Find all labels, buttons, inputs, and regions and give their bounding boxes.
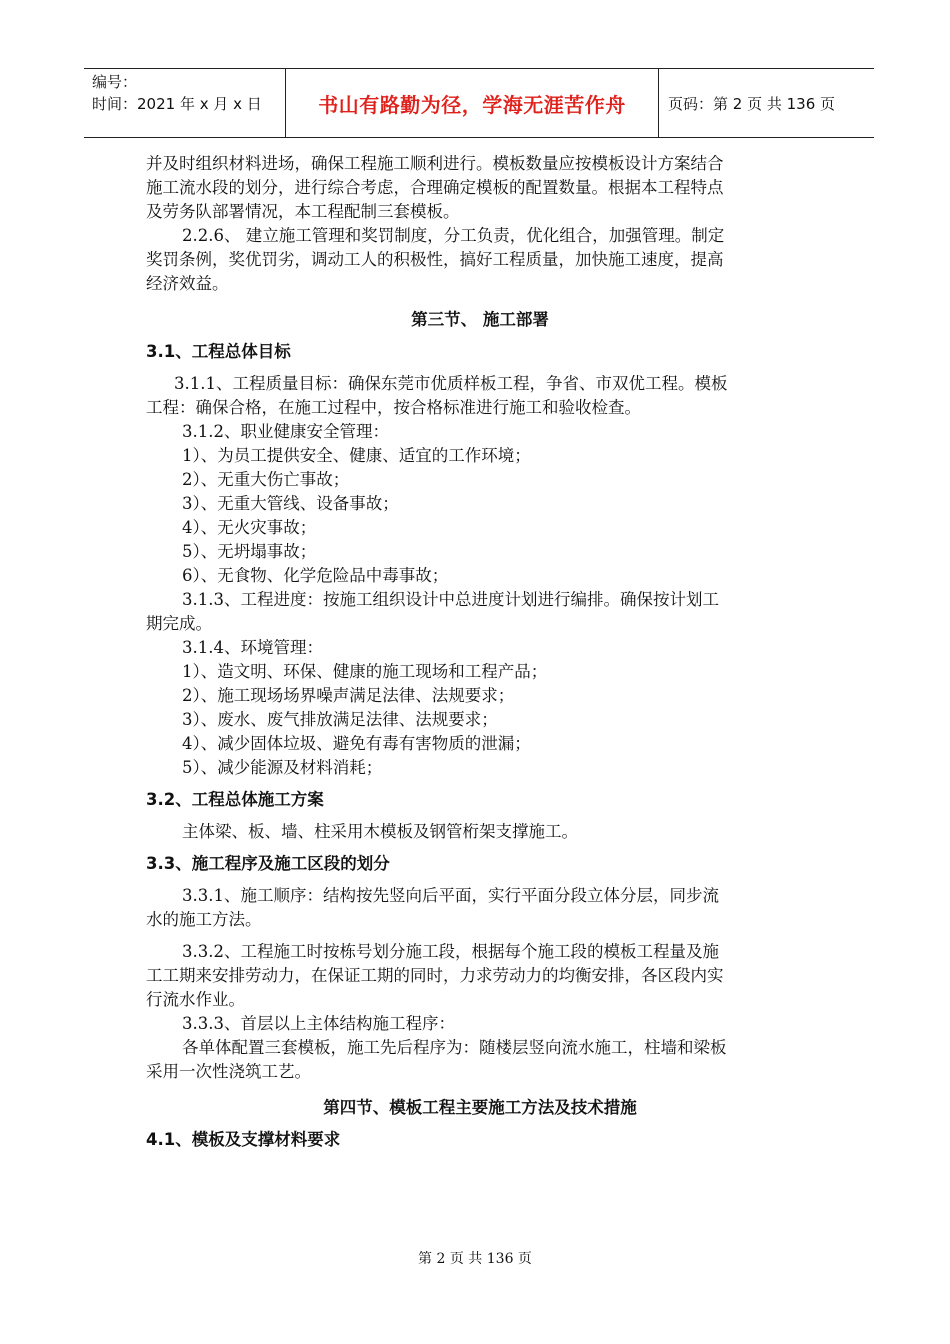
paragraph: 奖罚条例，奖优罚劣，调动工人的积极性，搞好工程质量，加快施工速度，提高 <box>146 250 724 269</box>
header-page-info: 页码：第 2 页 共 136 页 <box>668 94 836 113</box>
paragraph: 行流水作业。 <box>146 990 245 1009</box>
list-item: 4）、减少固体垃圾、避免有毒有害物质的泄漏； <box>182 734 531 753</box>
paragraph: 及劳务队部署情况，本工程配制三套模板。 <box>146 202 460 221</box>
page-footer: 第 2 页 共 136 页 <box>418 1251 532 1267</box>
paragraph: 工工期来安排劳动力，在保证工期的同时，力求劳动力的均衡安排，各区段内实 <box>146 966 724 985</box>
paragraph: 3.1.4、环境管理： <box>182 638 323 657</box>
paragraph: 施工流水段的划分，进行综合考虑，合理确定模板的配置数量。根据本工程特点 <box>146 178 724 197</box>
paragraph: 并及时组织材料进场，确保工程施工顺利进行。模板数量应按模板设计方案结合 <box>146 154 724 173</box>
paragraph: 工程：确保合格，在施工过程中，按合格标准进行施工和验收检查。 <box>146 398 641 417</box>
document-body <box>146 152 814 1152</box>
header-motto-cell <box>285 69 659 137</box>
header-meta <box>92 71 282 115</box>
list-item: 4）、无火灾事故； <box>182 518 317 537</box>
paragraph: 3.3.1、施工顺序：结构按先竖向后平面，实行平面分段立体分层，同步流 <box>182 886 719 905</box>
list-item: 1）、为员工提供安全、健康、适宜的工作环境； <box>182 446 531 465</box>
paragraph: 经济效益。 <box>146 274 229 293</box>
paragraph: 3.1.2、职业健康安全管理： <box>182 422 389 441</box>
paragraph: 期完成。 <box>146 614 212 633</box>
list-item: 3）、废水、废气排放满足法律、法规要求； <box>182 710 498 729</box>
paragraph: 主体梁、板、墙、柱采用木模板及钢管桁架支撑施工。 <box>182 822 578 841</box>
document-time: 时间：2021 年 x 月 x 日 <box>92 95 262 113</box>
paragraph: 3.1.3、工程进度：按施工组织设计中总进度计划进行编排。确保按计划工 <box>182 590 719 609</box>
document-id-label: 编号： <box>92 73 138 91</box>
list-item: 2）、施工现场场界噪声满足法律、法规要求； <box>182 686 515 705</box>
section-title: 第四节、模板工程主要施工方法及技术措施 <box>323 1098 637 1117</box>
paragraph: 水的施工方法。 <box>146 910 262 929</box>
paragraph: 2.2.6、 建立施工管理和奖罚制度，分工负责，优化组合，加强管理。制定 <box>182 226 725 245</box>
subsection-heading: 3.3、施工程序及施工区段的划分 <box>146 854 390 873</box>
list-item: 2）、无重大伤亡事故； <box>182 470 350 489</box>
list-item: 5）、减少能源及材料消耗； <box>182 758 383 777</box>
list-item: 3）、无重大管线、设备事故； <box>182 494 399 513</box>
subsection-heading: 3.1、工程总体目标 <box>146 342 291 361</box>
paragraph: 3.3.2、工程施工时按栋号划分施工段，根据每个施工段的模板工程量及施 <box>182 942 719 961</box>
paragraph: 各单体配置三套模板，施工先后程序为：随楼层竖向流水施工，柱墙和梁板 <box>182 1038 727 1057</box>
paragraph: 3.3.3、首层以上主体结构施工程序： <box>182 1014 455 1033</box>
header-motto: 书山有路勤为径，学海无涯苦作舟 <box>318 92 626 117</box>
list-item: 1）、造文明、环保、健康的施工现场和工程产品； <box>182 662 548 681</box>
list-item: 5）、无坍塌事故； <box>182 542 317 561</box>
paragraph: 采用一次性浇筑工艺。 <box>146 1062 311 1081</box>
subsection-heading: 4.1、模板及支撑材料要求 <box>146 1130 341 1149</box>
page-header <box>84 68 874 138</box>
paragraph: 3.1.1、工程质量目标：确保东莞市优质样板工程，争省、市双优工程。模板 <box>174 374 728 393</box>
section-title: 第三节、 施工部署 <box>411 310 549 329</box>
subsection-heading: 3.2、工程总体施工方案 <box>146 790 324 809</box>
list-item: 6）、无食物、化学危险品中毒事故； <box>182 566 449 585</box>
